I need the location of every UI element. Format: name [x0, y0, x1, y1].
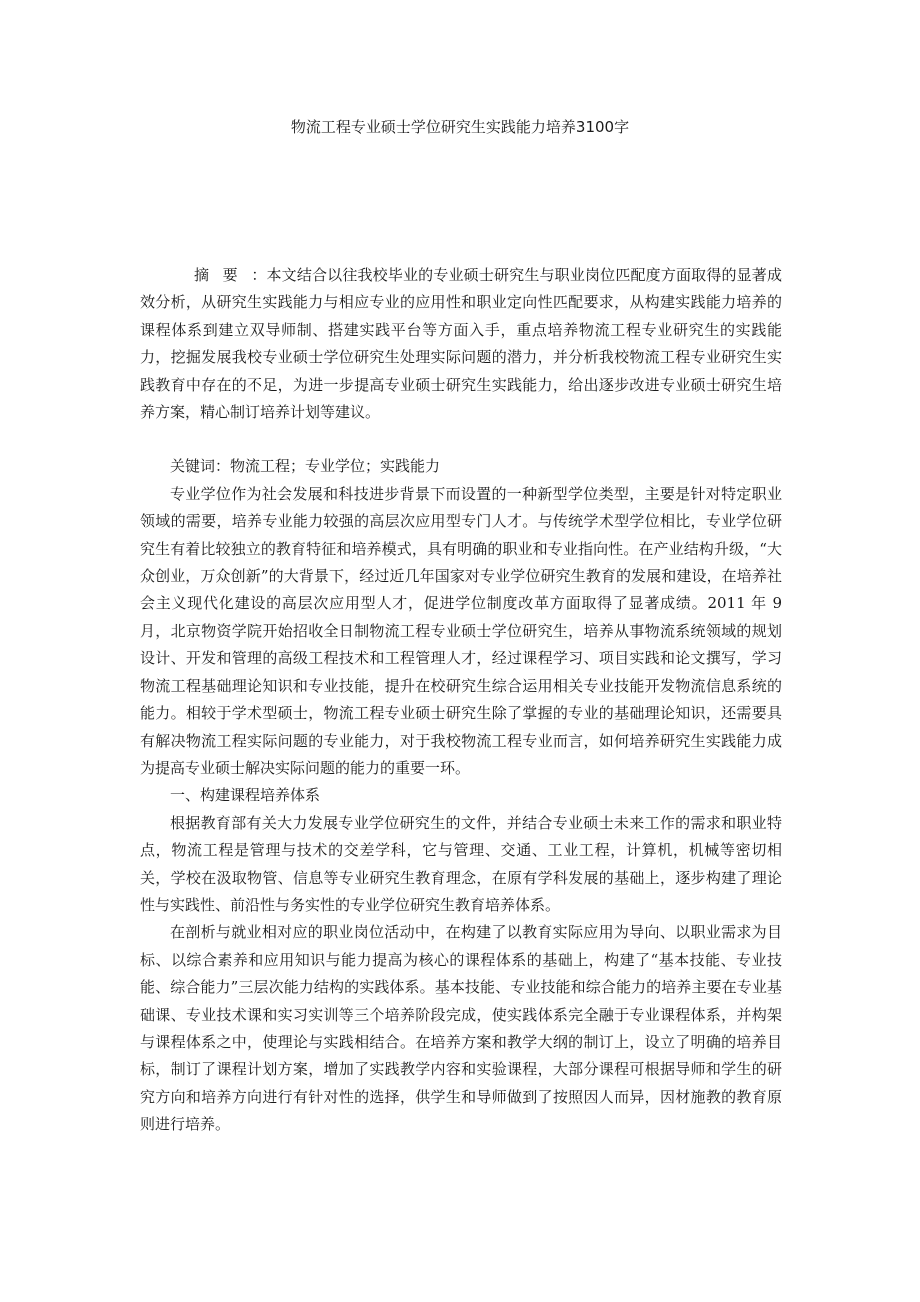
section-paragraph: 在剖析与就业相对应的职业岗位活动中，在构建了以教育实际应用为导向、以职业需求为目标、以综合素养和应用知识与能力提高为核心的课程体系的基础上，构建了“基本技能、专业技能、综合能力”三层次能力结构的实践体系。基本技能、专业技能和综合能力的培养主要在专业基础课、专业技术课和实习实训等三个培养阶段完成，使实践体系完全融于专业课程体系，并构架与课程体系之中，使理论与实践相结合。在培养方案和教学大纲的制订上，设立了明确的培养目标，制订了课程计划方案，增加了实践教学内容和实验课程，大部分课程可根据导师和学生的研究方向和培养方向进行有针对性的选择，供学生和导师做到了按照因人而异，因材施教的教育原则进行培养。 — [140, 923, 782, 1134]
abstract-paragraph — [140, 262, 782, 426]
abstract-text: 本文结合以往我校毕业的专业硕士研究生与职业岗位匹配度方面取得的显著成效分析，从研究生实践能力与相应专业的应用性和职业定向性匹配要求，从构建实践能力培养的课程体系到建立双导师制、搭建实践平台等方面入手，重点培养物流工程专业研究生的实践能力，挖掘发展我校专业硕士学位研究生处理实际问题的潜力，并分析我校物流工程专业研究生实践教育中存在的不足，为进一步提高专业硕士研究生实践能力，给出逐步改进专业硕士研究生培养方案，精心制订培养计划等建议。 — [140, 266, 782, 422]
keywords-label: 关键词： — [170, 457, 231, 476]
abstract-separator: ： — [251, 266, 267, 284]
keywords-line — [140, 453, 782, 480]
section-heading: 一、构建课程培养体系 — [170, 786, 321, 805]
document-body — [140, 262, 782, 1139]
document-title: 物流工程专业硕士学位研究生实践能力培养3100字 — [290, 118, 630, 136]
section-paragraph: 根据教育部有关大力发展专业学位研究生的文件，并结合专业硕士未来工作的需求和职业特点，物流工程是管理与技术的交差学科，它与管理、交通、工业工程，计算机，机械等密切相关，学校在汲取物管、信息等专业研究生教育理念，在原有学科发展的基础上，逐步构建了理论性与实践性、前沿性与务实性的专业学位研究生教育培养体系。 — [140, 813, 782, 914]
keywords-text: 物流工程；专业学位；实践能力 — [230, 457, 441, 476]
abstract-label: 摘要 — [194, 266, 252, 284]
intro-paragraph: 专业学位作为社会发展和科技进步背景下而设置的一种新型学位类型，主要是针对特定职业领域的需要，培养专业能力较强的高层次应用型专门人才。与传统学术型学位相比，专业学位研究生有着比较独立的教育特征和培养模式，具有明确的职业和专业指向性。在产业结构升级，“大众创业，万众创新”的大背景下，经过近几年国家对专业学位研究生教育的发展和建设，在培养社会主义现代化建设的高层次应用型人才，促进学位制度改革方面取得了显著成绩。2011 年 9 月，北京物资学院开始招收全日制物流工程专业硕士学位研究生，培养从事物流系统领域的规划设计、开发和管理的高级工程技术和工程管理人才，经过课程学习、项目实践和论文撰写，学习物流工程基础理论知识和专业技能，提升在校研究生综合运用相关专业技能开发物流信息系统的能力。相较于学术型硕士，物流工程专业硕士研究生除了掌握的专业的基础理论知识，还需要具有解决物流工程实际问题的专业能力，对于我校物流工程专业而言，如何培养研究生实践能力成为提高专业硕士解决实际问题的能力的重要一环。 — [140, 484, 782, 777]
